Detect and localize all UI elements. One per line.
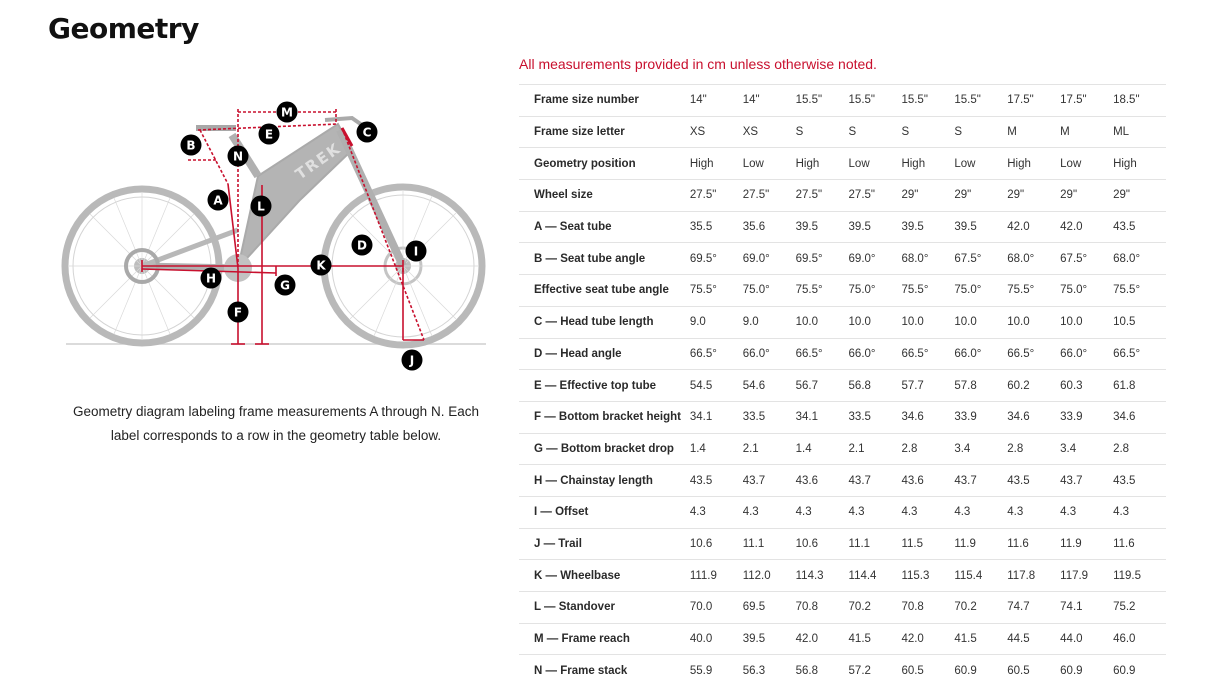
row-label: E — Effective top tube — [534, 379, 657, 392]
table-cell: 117.8 — [1007, 569, 1036, 582]
row-label: G — Bottom bracket drop — [534, 442, 674, 455]
table-cell: 34.1 — [689, 411, 713, 424]
table-cell: 69.5° — [689, 252, 717, 265]
table-cell: 68.0° — [901, 252, 929, 265]
row-label: D — Head angle — [534, 347, 622, 360]
table-cell: 29" — [1113, 189, 1130, 202]
table-cell: 40.0 — [689, 633, 713, 646]
row-label: Frame size letter — [534, 126, 625, 139]
table-cell: 43.6 — [795, 474, 819, 487]
table-cell: 4.3 — [1007, 506, 1024, 519]
table-cell: 56.3 — [742, 664, 766, 677]
table-cell: 55.9 — [689, 664, 713, 677]
marker-m-label: M — [281, 105, 293, 120]
marker-n — [228, 146, 249, 167]
table-cell: 10.0 — [848, 316, 871, 329]
table-cell: 3.4 — [1060, 442, 1077, 455]
table-cell: 35.6 — [742, 221, 766, 234]
marker-e-label: E — [264, 127, 274, 142]
table-cell: 43.7 — [742, 474, 766, 487]
row-label: L — Standover — [534, 601, 615, 614]
table-cell: 33.9 — [954, 411, 977, 424]
table-cell: 75.5° — [689, 284, 717, 297]
table-cell: 10.5 — [1113, 316, 1136, 329]
table-cell: 41.5 — [848, 633, 871, 646]
marker-j-label: J — [409, 353, 415, 368]
table-cell: 11.5 — [901, 537, 923, 550]
marker-k — [311, 255, 332, 276]
table-cell: ML — [1113, 126, 1130, 139]
bike-illustration — [65, 118, 482, 345]
table-cell: 34.6 — [1113, 411, 1136, 424]
table-cell: Low — [954, 157, 976, 170]
table-cell: 119.5 — [1113, 569, 1141, 582]
table-cell: High — [1113, 157, 1137, 170]
table-cell: 75.5° — [1007, 284, 1035, 297]
marker-a — [208, 190, 229, 211]
table-cell: 67.5° — [1060, 252, 1088, 265]
marker-d-label: D — [357, 238, 367, 253]
table-cell: 11.6 — [1113, 537, 1135, 550]
table-cell: 60.5 — [901, 664, 924, 677]
table-cell: 29" — [1060, 189, 1078, 202]
table-cell: 111.9 — [689, 569, 717, 582]
row-label: Wheel size — [534, 189, 593, 202]
row-label: K — Wheelbase — [534, 569, 621, 582]
table-cell: 15.5" — [901, 94, 928, 107]
table-cell: 56.8 — [795, 664, 819, 677]
table-cell: 43.5 — [1113, 474, 1136, 487]
table-row — [519, 275, 1166, 307]
table-row — [519, 433, 1166, 465]
table-row — [519, 306, 1166, 338]
table-row — [519, 370, 1166, 402]
row-label: B — Seat tube angle — [534, 252, 646, 265]
row-label: I — Offset — [534, 506, 589, 519]
row-label: A — Seat tube — [534, 221, 612, 234]
table-cell: 2.8 — [901, 442, 918, 455]
table-cell: 17.5" — [1007, 94, 1034, 107]
table-cell: 11.9 — [1060, 537, 1082, 550]
table-cell: 33.5 — [848, 411, 871, 424]
table-cell: 70.8 — [795, 601, 819, 614]
table-cell: 39.5 — [954, 221, 977, 234]
table-cell: 60.9 — [1060, 664, 1083, 677]
table-cell: Low — [848, 157, 870, 170]
marker-b-label: B — [186, 138, 196, 153]
table-cell: 10.0 — [795, 316, 819, 329]
table-cell: 60.3 — [1060, 379, 1083, 392]
table-cell: 43.7 — [954, 474, 977, 487]
table-cell: 66.0° — [1060, 347, 1088, 360]
units-note: All measurements provided in cm unless otherwise noted. — [519, 56, 877, 72]
row-label: H — Chainstay length — [534, 474, 653, 487]
table-cell: 33.9 — [1060, 411, 1083, 424]
table-cell: 43.7 — [848, 474, 871, 487]
row-label: N — Frame stack — [534, 664, 628, 677]
marker-l — [251, 196, 272, 217]
table-cell: 66.5° — [795, 347, 823, 360]
table-cell: 4.3 — [954, 506, 971, 519]
table-cell: 60.5 — [1007, 664, 1030, 677]
marker-d — [352, 235, 373, 256]
table-cell: 4.3 — [1060, 506, 1077, 519]
table-cell: 34.6 — [1007, 411, 1030, 424]
table-cell: 115.4 — [954, 569, 983, 582]
table-cell: 27.5" — [689, 189, 717, 202]
diagram-caption: Geometry diagram labeling frame measurements A through N. Each label corresponds to a row in the geometry table below. — [73, 404, 479, 443]
table-cell: 75.0° — [1060, 284, 1088, 297]
table-cell: 46.0 — [1113, 633, 1136, 646]
table-cell: 70.0 — [689, 601, 713, 614]
table-cell: 39.5 — [901, 221, 924, 234]
table-cell: 74.1 — [1060, 601, 1083, 614]
table-cell: 27.5" — [848, 189, 875, 202]
table-cell: 29" — [901, 189, 919, 202]
table-cell: 66.0° — [742, 347, 770, 360]
table-cell: 60.9 — [1113, 664, 1136, 677]
table-row — [519, 85, 1166, 117]
marker-m — [277, 102, 298, 123]
table-row — [519, 180, 1166, 212]
table-cell: 39.5 — [795, 221, 819, 234]
table-cell: 10.6 — [689, 537, 713, 550]
table-cell: 43.7 — [1060, 474, 1083, 487]
row-label: M — Frame reach — [534, 633, 630, 646]
table-row — [519, 655, 1166, 687]
table-cell: 56.8 — [848, 379, 871, 392]
table-cell: 10.6 — [795, 537, 819, 550]
table-cell: 54.6 — [742, 379, 766, 392]
table-cell: 4.3 — [901, 506, 918, 519]
table-cell: 9.0 — [689, 316, 706, 329]
table-cell: 10.0 — [954, 316, 977, 329]
table-cell: 11.1 — [742, 537, 765, 550]
table-cell: 44.0 — [1060, 633, 1083, 646]
table-cell: 17.5" — [1060, 94, 1087, 107]
table-row — [519, 560, 1166, 592]
table-cell: 4.3 — [848, 506, 865, 519]
table-cell: 4.3 — [689, 506, 706, 519]
table-cell: 39.5 — [742, 633, 766, 646]
table-cell: 66.5° — [901, 347, 929, 360]
table-cell: 4.3 — [1113, 506, 1130, 519]
table-row — [519, 401, 1166, 433]
table-cell: 70.2 — [848, 601, 871, 614]
table-cell: XS — [742, 126, 759, 139]
table-cell: 27.5" — [742, 189, 770, 202]
table-row — [519, 148, 1166, 180]
table-row — [519, 116, 1166, 148]
table-cell: 75.2 — [1113, 601, 1136, 614]
row-label: C — Head tube length — [534, 316, 654, 329]
marker-i-label: I — [413, 244, 419, 259]
table-cell: S — [795, 126, 804, 139]
table-cell: 57.8 — [954, 379, 977, 392]
table-cell: 43.5 — [1007, 474, 1030, 487]
table-cell: 35.5 — [689, 221, 713, 234]
table-cell: High — [1007, 157, 1031, 170]
table-cell: 42.0 — [1060, 221, 1083, 234]
marker-a-label: A — [213, 193, 223, 208]
geometry-table — [519, 84, 1166, 687]
table-cell: 43.6 — [901, 474, 924, 487]
marker-h — [201, 268, 222, 289]
table-cell: 69.5° — [795, 252, 823, 265]
geometry-table-body — [519, 85, 1166, 687]
table-cell: 114.3 — [795, 569, 824, 582]
table-cell: 70.8 — [901, 601, 924, 614]
table-cell: 42.0 — [901, 633, 924, 646]
table-cell: 57.2 — [848, 664, 871, 677]
page-title: Geometry — [48, 12, 199, 45]
marker-k-label: K — [316, 258, 326, 273]
table-cell: 33.5 — [742, 411, 766, 424]
table-cell: 43.5 — [689, 474, 713, 487]
table-row — [519, 496, 1166, 528]
table-cell: 27.5" — [795, 189, 823, 202]
table-cell: 75.0° — [848, 284, 876, 297]
table-cell: 29" — [954, 189, 972, 202]
table-cell: XS — [689, 126, 706, 139]
table-cell: 1.4 — [689, 442, 706, 455]
table-cell: 56.7 — [795, 379, 819, 392]
table-cell: 68.0° — [1113, 252, 1141, 265]
frame-brand-text: TREK — [291, 138, 345, 184]
table-cell: 66.5° — [1113, 347, 1141, 360]
table-cell: 68.0° — [1007, 252, 1035, 265]
table-cell: 34.6 — [901, 411, 924, 424]
table-cell: 14" — [742, 94, 760, 107]
table-cell: 66.5° — [689, 347, 717, 360]
marker-g-label: G — [280, 278, 290, 293]
table-cell: 2.8 — [1007, 442, 1024, 455]
table-cell: 75.0° — [742, 284, 770, 297]
table-cell: 66.5° — [1007, 347, 1035, 360]
table-cell: 70.2 — [954, 601, 977, 614]
table-cell: 15.5" — [795, 94, 823, 107]
table-cell: High — [901, 157, 926, 170]
table-cell: 75.5° — [795, 284, 823, 297]
marker-n-label: N — [232, 149, 244, 164]
table-row — [519, 592, 1166, 624]
table-cell: 57.7 — [901, 379, 924, 392]
table-row — [519, 465, 1166, 497]
table-cell: 61.8 — [1113, 379, 1136, 392]
table-cell: 11.6 — [1007, 537, 1029, 550]
marker-e — [259, 124, 280, 145]
table-cell: 14" — [689, 94, 707, 107]
table-cell: 39.5 — [848, 221, 871, 234]
table-cell: M — [1007, 126, 1017, 139]
table-cell: High — [689, 157, 714, 170]
table-cell: 60.2 — [1007, 379, 1030, 392]
table-cell: 112.0 — [742, 569, 771, 582]
table-cell: 66.0° — [848, 347, 876, 360]
table-cell: S — [848, 126, 857, 139]
table-cell: 75.0° — [954, 284, 982, 297]
table-cell: Low — [1060, 157, 1082, 170]
table-cell: 60.9 — [954, 664, 977, 677]
table-cell: 4.3 — [742, 506, 759, 519]
table-cell: 42.0 — [1007, 221, 1030, 234]
table-cell: 10.0 — [1007, 316, 1030, 329]
table-cell: 66.0° — [954, 347, 982, 360]
table-cell: 10.0 — [1060, 316, 1083, 329]
table-cell: S — [901, 126, 910, 139]
marker-h-label: H — [205, 271, 217, 286]
marker-f-label: F — [233, 305, 243, 320]
row-label: Effective seat tube angle — [534, 284, 669, 297]
table-cell: 18.5" — [1113, 94, 1140, 107]
table-cell: 42.0 — [795, 633, 819, 646]
table-cell: 75.5° — [901, 284, 929, 297]
table-cell: 15.5" — [954, 94, 981, 107]
marker-b — [181, 135, 202, 156]
table-cell: 15.5" — [848, 94, 875, 107]
table-cell: 2.1 — [848, 442, 865, 455]
marker-c-label: C — [362, 125, 372, 140]
marker-c — [357, 122, 378, 143]
table-row — [519, 211, 1166, 243]
geometry-diagram — [60, 96, 492, 382]
table-cell: 54.5 — [689, 379, 713, 392]
table-cell: M — [1060, 126, 1070, 139]
table-cell: 2.1 — [742, 442, 759, 455]
table-cell: 1.4 — [795, 442, 812, 455]
table-cell: 11.9 — [954, 537, 976, 550]
table-row — [519, 243, 1166, 275]
row-label: F — Bottom bracket height — [534, 411, 681, 424]
marker-i — [406, 241, 427, 262]
row-label: Frame size number — [534, 94, 639, 107]
table-cell: 44.5 — [1007, 633, 1030, 646]
table-row — [519, 623, 1166, 655]
table-cell: 9.0 — [742, 316, 759, 329]
table-cell: 41.5 — [954, 633, 977, 646]
table-cell: 10.0 — [901, 316, 924, 329]
table-cell: 34.1 — [795, 411, 819, 424]
table-cell: S — [954, 126, 963, 139]
marker-j — [402, 350, 423, 371]
table-cell: 115.3 — [901, 569, 930, 582]
table-cell: 69.0° — [742, 252, 770, 265]
marker-l-label: L — [257, 199, 265, 214]
table-cell: 74.7 — [1007, 601, 1030, 614]
table-cell: 29" — [1007, 189, 1025, 202]
table-row — [519, 338, 1166, 370]
table-cell: High — [795, 157, 820, 170]
table-cell: 11.1 — [848, 537, 871, 550]
table-cell: 3.4 — [954, 442, 971, 455]
table-cell: 2.8 — [1113, 442, 1130, 455]
table-row — [519, 528, 1166, 560]
table-cell: 43.5 — [1113, 221, 1136, 234]
table-cell: 75.5° — [1113, 284, 1141, 297]
table-cell: 69.5 — [742, 601, 766, 614]
row-label: Geometry position — [534, 157, 636, 170]
marker-f — [228, 302, 249, 323]
marker-g — [275, 275, 296, 296]
table-cell: 67.5° — [954, 252, 982, 265]
table-cell: 114.4 — [848, 569, 877, 582]
table-cell: Low — [742, 157, 764, 170]
row-label: J — Trail — [534, 537, 582, 550]
table-cell: 69.0° — [848, 252, 876, 265]
table-cell: 117.9 — [1060, 569, 1089, 582]
table-cell: 4.3 — [795, 506, 812, 519]
